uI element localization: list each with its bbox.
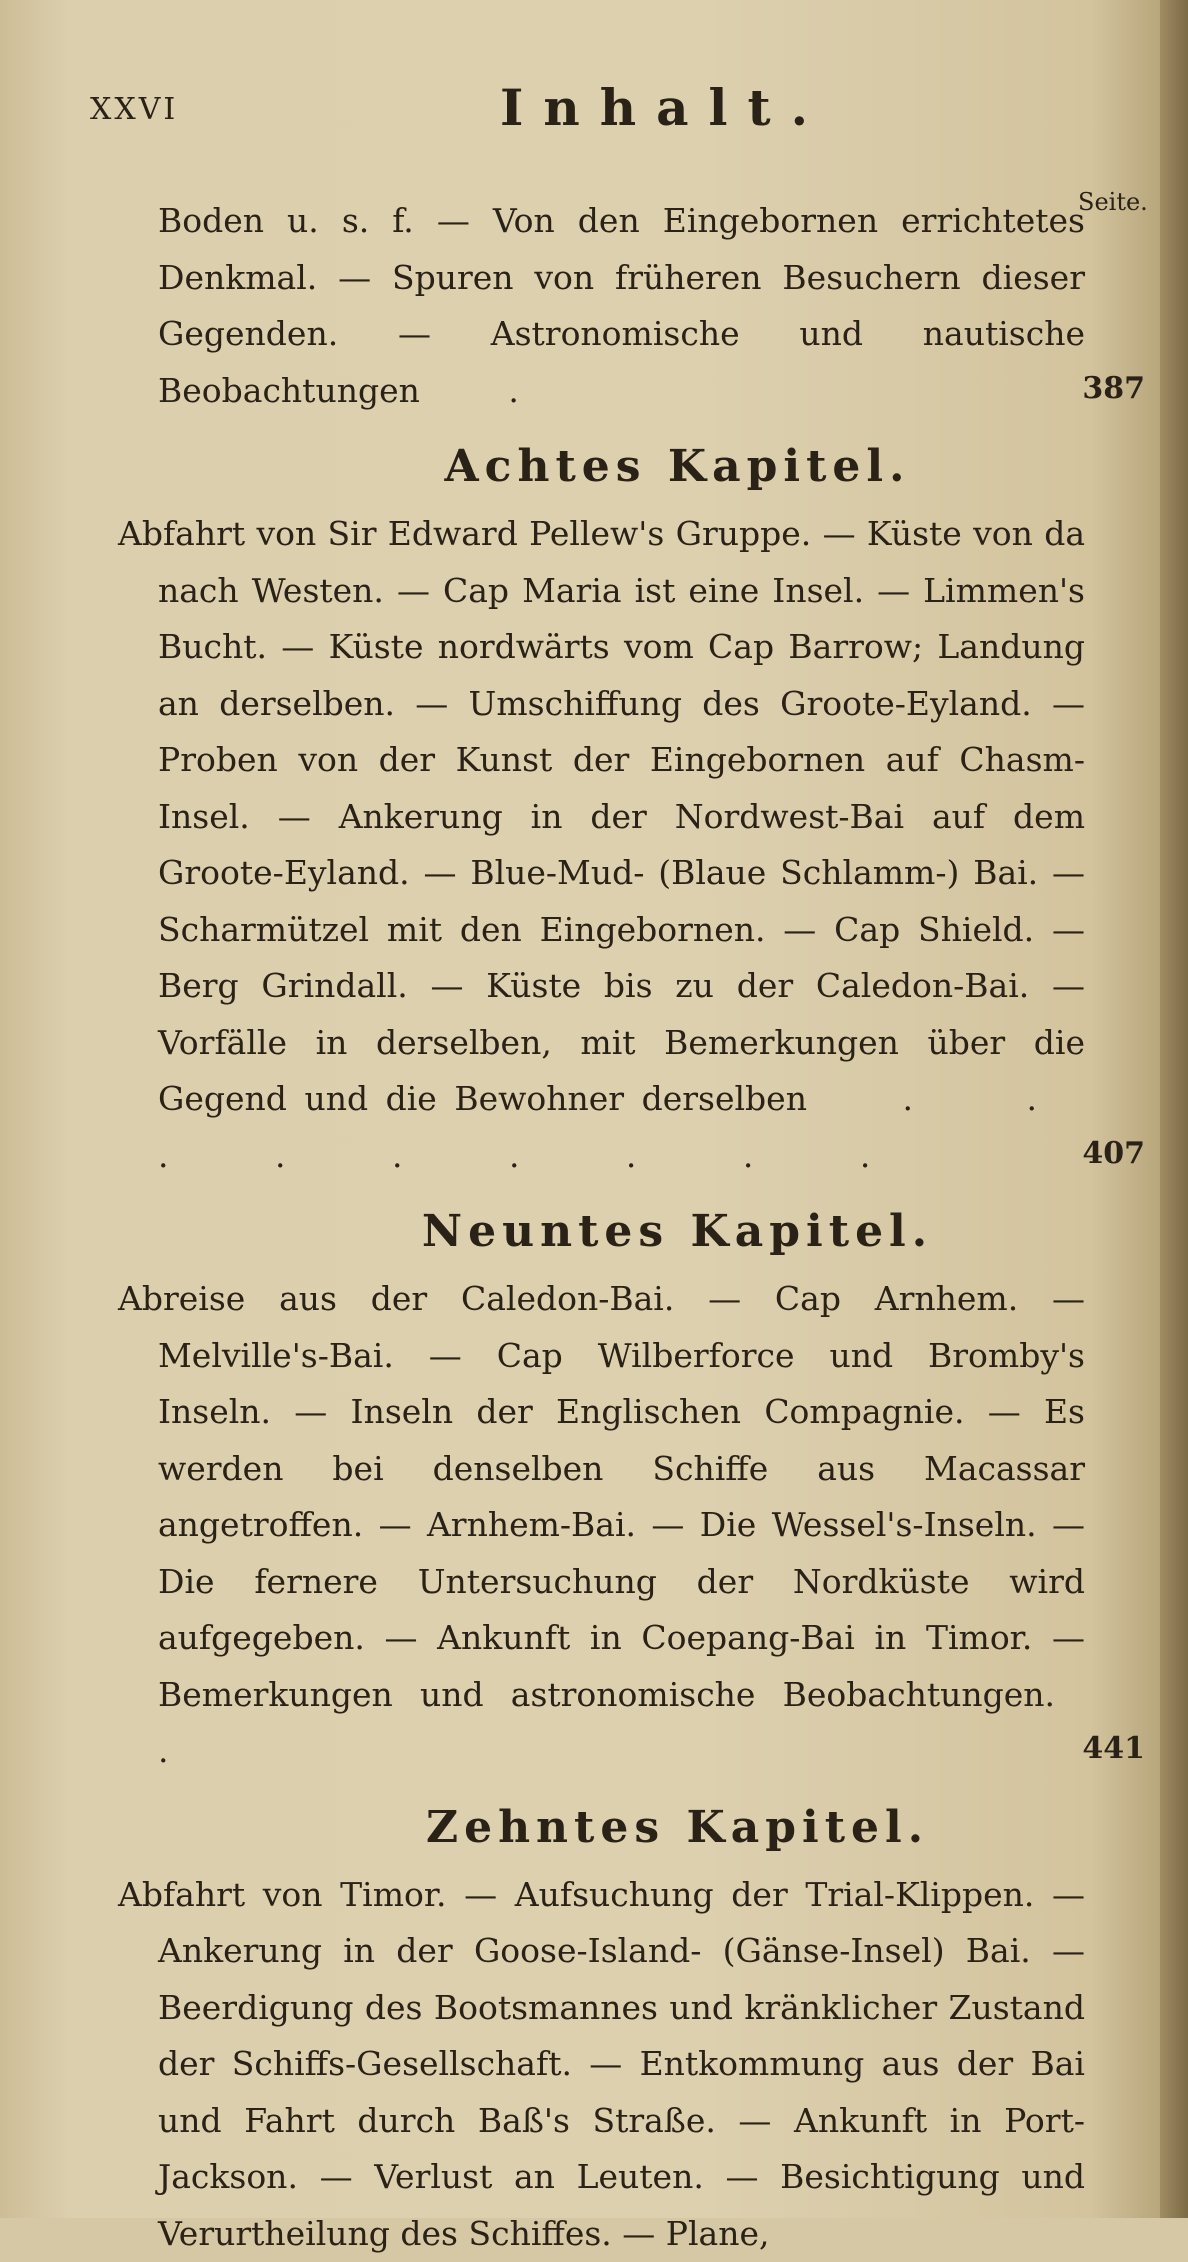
page-reference: 407 [1122,1126,1145,1183]
section-chapter-10 [70,1802,1155,2262]
section-chapter-9 [70,1206,1155,1780]
folio-number: XXVI [90,92,178,127]
chapter-heading: Zehntes Kapitel. [70,1802,1155,1853]
summary-text: Abfahrt von Timor. — Aufsuchung der Trial-Klippen. — Ankerung in der Goose-Island- (Gänse-Insel) Bai. — Beerdigung des Bootsmannes und kränklicher Zustand der Schiffs-Gesellschaft. — Entkommung aus der Bai und Fahrt durch Baß's Straße. — Ankunft in Port-Jackson. — Verlust an Leuten. — Besichtigung und Verurtheilung des Schiffes. — Plane, [118,1875,1085,2253]
page-reference: 387 [1082,361,1145,418]
chapter-summary [70,506,1155,1184]
chapter-heading: Neuntes Kapitel. [70,1206,1155,1257]
chapter-heading: Achtes Kapitel. [70,441,1155,492]
section-chapter-8 [70,441,1155,1184]
section-chapter-7-end [70,193,1155,419]
contents-list [70,185,1155,2262]
summary-text: Abfahrt von Sir Edward Pellew's Gruppe. — Küste von da nach Westen. — Cap Maria ist eine Insel. — Limmen's Bucht. — Küste nordwärts vom Cap Barrow; Landung an derselben. — Umschiffung des Groote-Eyland. — Proben von der Kunst der Eingebornen auf Chasm-Insel. — Ankerung in der Nordwest-Bai auf dem Groote-Eyland. — Blue-Mud- (Blaue Schlamm-) Bai. — Scharmützel mit den Eingebornen. — Cap Shield. — Berg Grindall. — Küste bis zu der Caledon-Bai. — Vorfälle in derselben, mit Bemerkungen über die Gegend und die Bewohner derselben [118,514,1085,1118]
leader-dots: . [158,1731,217,1770]
chapter-summary [70,193,1155,419]
summary-text: Abreise aus der Caledon-Bai. — Cap Arnhem. — Melville's-Bai. — Cap Wilberforce und Bromby's Inseln. — Inseln der Englischen Compagnie. — Es werden bei denselben Schiffe aus Macassar angetroffen. — Arnhem-Bai. — Die Wessel's-Inseln. — Die fernere Untersuchung der Nordküste wird aufgegeben. — Ankunft in Coepang-Bai in Timor. — Bemerkungen und astronomische Beobachtungen. [118,1279,1085,1714]
leader-dots: . . . . . . . . . [158,1079,1085,1175]
summary-text: Boden u. s. f. — Von den Eingebornen errichtetes Denkmal. — Spuren von früheren Besuchern dieser Gegenden. — Astronomische und nautische Beobachtungen [158,201,1085,410]
chapter-summary [70,1867,1155,2262]
seite-label: Seite. [1078,188,1148,216]
leader-dots: . [450,371,567,410]
page-reference: 441 [1122,1721,1145,1778]
chapter-summary [70,1271,1155,1780]
running-title: Inhalt. [500,78,828,137]
page-header [0,78,1160,138]
page-edge [1160,0,1188,2218]
